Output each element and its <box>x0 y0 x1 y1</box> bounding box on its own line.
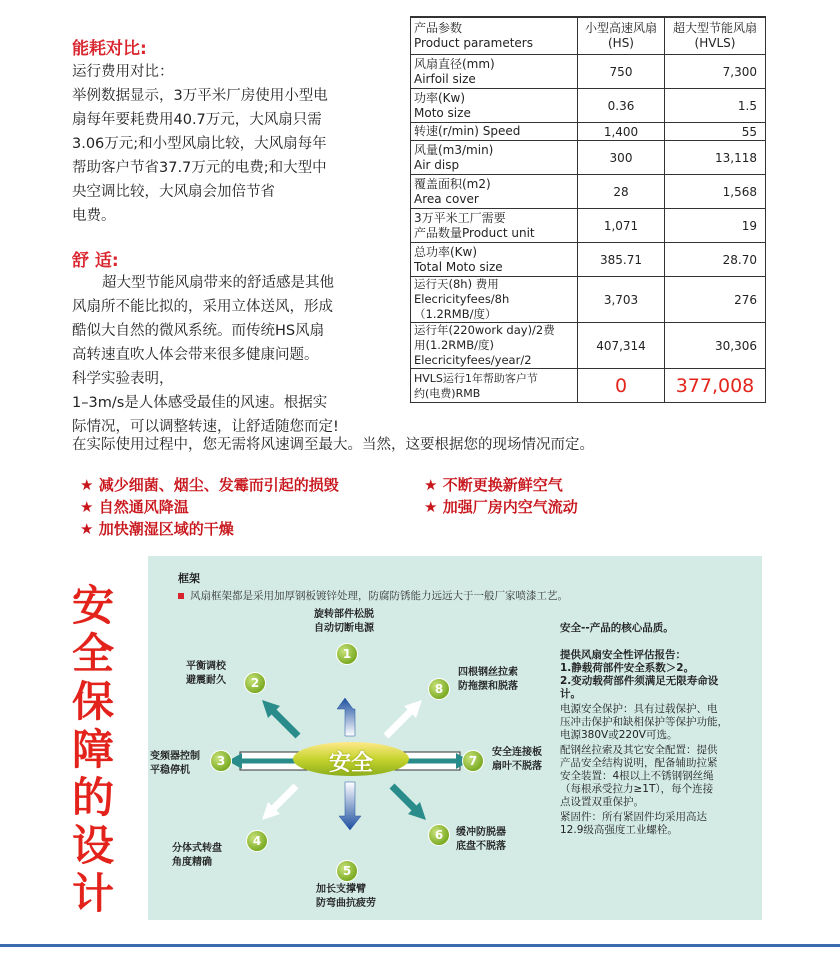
up-right-arrow <box>386 708 414 736</box>
table-cell-label: 覆盖面积(m2) Area cover <box>411 175 578 209</box>
table-cell-hvls: 28.70 <box>665 243 766 277</box>
comfort-line: 风扇所不能比拟的，采用立体送风，形成 <box>72 299 333 315</box>
comfort-line: 酷似大自然的微风系统。而传统HS风扇 <box>72 323 325 339</box>
table-cell-hvls: 276 <box>665 277 766 323</box>
energy-line: 运行费用对比： <box>72 64 174 80</box>
table-cell-hvls: 19 <box>665 209 766 243</box>
table-cell-hs: 28 <box>578 175 665 209</box>
table-row <box>411 209 766 243</box>
energy-line: 举例数据显示，3万平米厂房使用小型电 <box>72 88 328 104</box>
safety-text-line: 产品安全结构说明，配备辅助拉紧 <box>560 757 718 769</box>
safety-vertical-title: 安 全 保 障 的 设 计 <box>71 581 114 918</box>
node-4-label: 分体式转盘 角度精确 <box>172 843 222 868</box>
table-cell-hvls: 13,118 <box>665 141 766 175</box>
product-parameters-table <box>410 16 766 403</box>
star-icon: ★ <box>80 476 94 494</box>
energy-line: 3.06万元;和小型风扇比较，大风扇每年 <box>72 136 327 152</box>
node-2: 2 <box>244 672 266 694</box>
table-cell-hs: 1,071 <box>578 209 665 243</box>
down-arrow <box>339 782 361 830</box>
safety-text-line: 12.9级高强度工业螺栓。 <box>560 824 678 836</box>
node-4: 4 <box>246 830 268 852</box>
safety-right-text <box>560 622 760 837</box>
safety-text-line: 点设置双重保护。 <box>560 796 644 808</box>
comfort-line: 1–3m/s是人体感受最佳的风速。根据实 <box>72 395 328 411</box>
node-2-label: 平衡调校 避震耐久 <box>186 661 226 686</box>
table-cell-label: 转速(r/min) Speed <box>411 123 578 141</box>
table-row <box>411 55 766 89</box>
comfort-text <box>72 271 412 439</box>
safety-text-line: 电源安全保护：具有过载保护、电 <box>560 703 718 715</box>
comfort-line: 超大型节能风扇带来的舒适感是其他 <box>102 275 334 291</box>
table-cell-label: 运行年(220work day)/2费 用(1.2RMB/度) Elecricityfees/year/2 <box>411 323 578 369</box>
safety-text-line: （每根承受拉力≥1T），每个连接 <box>560 783 714 795</box>
safety-text-line: 安全--产品的核心品质。 <box>560 622 674 634</box>
table-cell-label: 运行天(8h) 费用 Elecricityfees/8h （1.2RMB/度） <box>411 277 578 323</box>
table-cell-hvls: 7,300 <box>665 55 766 89</box>
table-row <box>411 369 766 403</box>
star-icon: ★ <box>424 476 438 494</box>
bullet-item: ★ 加强厂房内空气流动 <box>424 498 578 516</box>
comfort-line: 高转速直吹人体会带来很多健康问题。 <box>72 347 319 363</box>
bullet-item: ★ 不断更换新鲜空气 <box>424 476 563 494</box>
up-arrow <box>337 698 355 736</box>
energy-line: 央空调比较，大风扇会加倍节省 <box>72 184 275 200</box>
table-header-cell: 小型高速风扇 (HS) <box>578 17 665 55</box>
table-cell-label: 总功率(Kw) Total Moto size <box>411 243 578 277</box>
up-left-arrow <box>270 708 298 736</box>
safety-text-line: 计。 <box>560 688 581 700</box>
table-row <box>411 141 766 175</box>
table-cell-hs: 750 <box>578 55 665 89</box>
table-cell-label: 3万平米工厂需要 产品数量Product unit <box>411 209 578 243</box>
table-cell-label: 风量(m3/min) Air disp <box>411 141 578 175</box>
node-8: 8 <box>428 678 450 700</box>
safety-text-line: 提供风扇安全性评估报告： <box>560 649 686 661</box>
node-1-label: 旋转部件松脱 自动切断电源 <box>314 609 374 634</box>
comfort-title: 舒 适: <box>72 251 119 271</box>
safety-text-line: 1.静载荷部件安全系数＞2。 <box>560 662 695 674</box>
table-header-row <box>411 17 766 55</box>
table-row <box>411 89 766 123</box>
center-label: 安全 <box>328 751 373 776</box>
star-icon: ★ <box>424 498 438 516</box>
table-cell-hs: 3,703 <box>578 277 665 323</box>
table-header-cell: 超大型节能风扇 (HVLS) <box>665 17 766 55</box>
comfort-full-line: 在实际使用过程中，您无需将风速调至最大。当然，这要根据您的现场情况而定。 <box>72 437 594 453</box>
frame-desc: 风扇框架都是采用加厚钢板镀锌处理，防腐防锈能力远远大于一般厂家喷漆工艺。 <box>190 590 568 602</box>
safety-text-line: 2.变动载荷部件须满足无限寿命设 <box>560 675 719 687</box>
table-row <box>411 323 766 369</box>
comfort-line: 际情况，可以调整转速，让舒适随您而定! <box>72 419 339 435</box>
table-cell-hvls: 1,568 <box>665 175 766 209</box>
table-cell-hvls: 55 <box>665 123 766 141</box>
node-7-label: 安全连接板 扇叶不脱落 <box>492 747 542 772</box>
node-3: 3 <box>210 750 232 772</box>
bullets-left <box>80 474 339 540</box>
table-row <box>411 277 766 323</box>
node-7: 7 <box>462 750 484 772</box>
safety-text-line: 压冲击保护和缺相保护等保护功能， <box>560 716 728 728</box>
safety-text-line: 安全装置：4根以上不锈钢钢丝绳 <box>560 770 714 782</box>
table-cell-hs: 0.36 <box>578 89 665 123</box>
energy-text <box>72 60 392 228</box>
node-5-label: 加长支撑臂 防弯曲抗疲劳 <box>316 884 376 909</box>
bullet-item: ★ 减少细菌、烟尘、发霉而引起的损毁 <box>80 476 339 494</box>
frame-title: 框架 <box>178 572 200 585</box>
node-6: 6 <box>428 824 450 846</box>
table-cell-hvls: 30,306 <box>665 323 766 369</box>
table-cell-label: HVLS运行1年帮助客户节 约(电费)RMB <box>411 369 578 403</box>
bullet-item: ★ 自然通风降温 <box>80 498 189 516</box>
table-cell-label: 风扇直径(mm) Airfoil size <box>411 55 578 89</box>
table-header-cell: 产品参数 Product parameters <box>411 17 578 55</box>
table-row <box>411 175 766 209</box>
star-icon: ★ <box>80 520 94 538</box>
safety-text-line: 配钢丝拉索及其它安全配置：提供 <box>560 744 718 756</box>
table-cell-hvls: 377,008 <box>665 369 766 403</box>
safety-text-line: 电源380V或220V可选。 <box>560 729 678 741</box>
table-row <box>411 123 766 141</box>
safety-panel <box>148 556 762 920</box>
table-cell-hs: 1,400 <box>578 123 665 141</box>
bottom-divider <box>0 944 840 947</box>
energy-line: 电费。 <box>72 208 116 224</box>
star-icon: ★ <box>80 498 94 516</box>
energy-title: 能耗对比: <box>72 39 147 59</box>
node-6-label: 缓冲防脱器 底盘不脱落 <box>456 827 506 852</box>
table-cell-hvls: 1.5 <box>665 89 766 123</box>
table-cell-hs: 407,314 <box>578 323 665 369</box>
node-8-label: 四根钢丝拉索 防拖摆和脱落 <box>458 667 518 692</box>
energy-line: 扇每年要耗费用40.7万元，大风扇只需 <box>72 112 322 128</box>
bullet-item: ★ 加快潮湿区域的干燥 <box>80 520 234 538</box>
table-cell-hs: 0 <box>578 369 665 403</box>
table-cell-hs: 300 <box>578 141 665 175</box>
node-1: 1 <box>336 643 358 665</box>
comfort-line: 科学实验表明， <box>72 371 174 387</box>
bullets-right <box>424 474 578 518</box>
node-3-label: 变频器控制 平稳停机 <box>150 751 200 776</box>
table-cell-hs: 385.71 <box>578 243 665 277</box>
energy-line: 帮助客户节省37.7万元的电费;和大型中 <box>72 160 327 176</box>
safety-text-line: 紧固件：所有紧固件均采用高达 <box>560 811 707 823</box>
table-row <box>411 243 766 277</box>
table-cell-label: 功率(Kw) Moto size <box>411 89 578 123</box>
node-5: 5 <box>336 860 358 882</box>
